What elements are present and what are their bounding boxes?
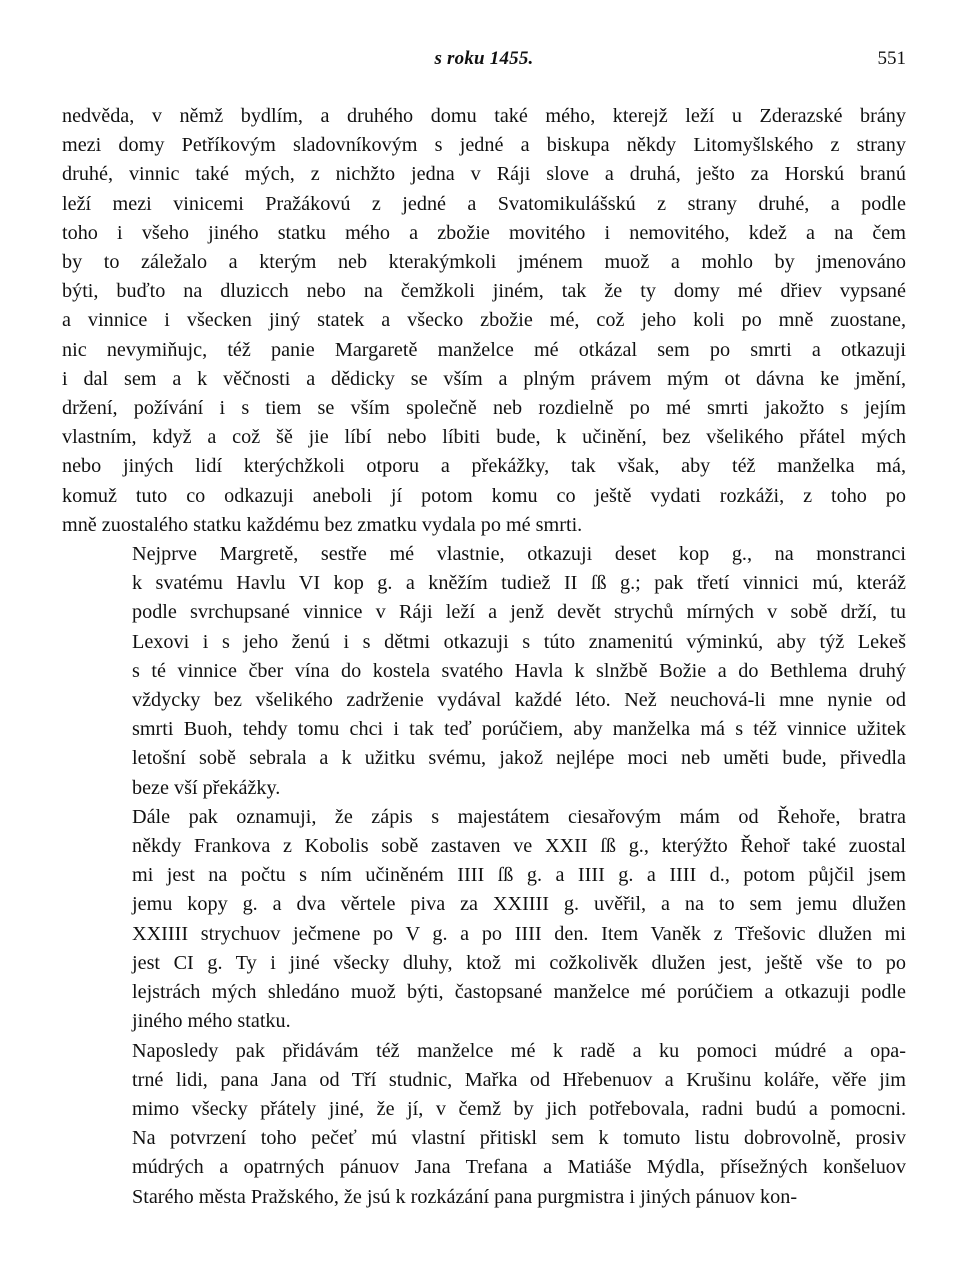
text-line: leží mezi vinicemi Pražákovú z jedné a Svatomikulášskú z strany druhé, a podle bbox=[62, 192, 906, 215]
text-line: nedvěda, v němž bydlím, a druhého domu také mého, kterejž leží u Zderazské brány bbox=[62, 105, 906, 127]
paragraph bbox=[62, 102, 906, 540]
text-line: býti, buďto na dluzicch nebo na čemžkoli jiném, tak že ty domy mé dřiev vypsané bbox=[62, 280, 906, 303]
text-line: lejstrách mých shledáno muož býti, častopsané manželce mé porúčiem a otkazuji podle bbox=[132, 981, 906, 1004]
text-line: beze vší překážky. bbox=[132, 776, 281, 799]
text-line: někdy Frankova z Kobolis sobě zastaven ve XXII ſß g., kterýžto Řehoř také zuostal bbox=[132, 835, 906, 858]
text-line: i dal sem a k věčnosti a dědicky se vším a plným právem mým ot dávna ke jmění, bbox=[62, 367, 906, 390]
text-line: k svatému Havlu VI kop g. a kněžím tudiež II ſß g.; pak třetí vinnici mú, kteráž bbox=[132, 572, 906, 595]
text-line: nebo jiných lidí kterýchžkoli otporu a překážky, tak však, aby též manželka má, bbox=[62, 455, 906, 478]
text-line: jiného mého statku. bbox=[132, 1010, 291, 1033]
running-head: s roku 1455. bbox=[434, 48, 534, 69]
text-line: by to záležalo a kterým neb kterakýmkoli jménem muož a mohlo by jmenováno bbox=[62, 251, 906, 274]
text-line: mezi domy Petříkovým sladovníkovým s jedné a biskupa někdy Litomyšlského z strany bbox=[62, 134, 906, 157]
text-line: Nejprve Margretě, sestře mé vlastnie, otkazuji deset kop g., na monstranci bbox=[132, 543, 906, 566]
text-line: smrti Buoh, tehdy tomu chci i tak teď porúčiem, aby manželka má s též vinnice užitek bbox=[132, 718, 906, 741]
page-number: 551 bbox=[877, 48, 906, 69]
page-header bbox=[62, 46, 906, 86]
text-line: nic nevymiňujc, též panie Margaretě manželce mé otkázal sem po smrti a otkazuji bbox=[62, 338, 906, 361]
book-page bbox=[62, 46, 906, 1212]
paragraph bbox=[62, 803, 906, 1037]
paragraph bbox=[62, 1037, 906, 1212]
body-text bbox=[62, 102, 906, 1212]
text-line: jest CI g. Ty i jiné všecky dluhy, ktož mi cožkolivěk dlužen jest, ještě vše to po bbox=[132, 951, 906, 974]
text-line: Dále pak oznamuji, že zápis s majestátem ciesařovým mám od Řehoře, bratra bbox=[132, 805, 906, 828]
text-line: múdrých a opatrných pánuov Jana Trefana a Matiáše Mýdla, přísežných konšeluov bbox=[132, 1156, 906, 1179]
paragraph bbox=[62, 540, 906, 803]
text-line: Na potvrzení toho pečeť mú vlastní přitiskl sem k tomuto listu dobrovolně, prosiv bbox=[132, 1127, 906, 1150]
text-line: mimo všecky přátely jiné, že jí, v čemž by jich potřebovala, radni budú a pomocni. bbox=[132, 1097, 906, 1120]
text-line: podle svrchupsané vinnice v Ráji leží a jenž devět strychů mírných v sobě drží, tu bbox=[132, 601, 906, 624]
text-line: vždycky bez všelikého zadrženie vydával každé léto. Než neuchová-li mne nynie od bbox=[132, 689, 906, 712]
text-line: jemu kopy g. a dva věrtele piva za XXIIII g. uvěřil, a na to sem jemu dlužen bbox=[132, 893, 906, 916]
text-line: Lexovi i s jeho ženú i s dětmi otkazuji s túto znamenitú výminkú, aby týž Lekeš bbox=[132, 630, 906, 653]
text-line: letošní sobě sebrala a k užitku svému, jakož nejlépe moci neb uměti bude, přivedla bbox=[132, 747, 906, 770]
text-line: druhé, vinnic také mých, z nichžto jedna v Ráji slove a druhá, ještо za Horskú branú bbox=[62, 163, 906, 186]
text-line: toho i všeho jiného statku mého a zbožie movitého i nemovitého, kdež a na čem bbox=[62, 221, 906, 244]
text-line: mi jest na počtu s ním učiněném IIII ſß g. a IIII g. a IIII d., potom půjčil jsem bbox=[132, 864, 906, 887]
text-line: komuž tuto co odkazuji aneboli jí potom komu co ještě vydati rozkáži, z toho po bbox=[62, 484, 906, 507]
text-line: mně zuostalého statku každému bez zmatku vydala po mé smrti. bbox=[62, 513, 583, 536]
text-line: a vinnice i všecken jiný statek a všecko zbožie mé, což jeho koli po mně zuostane, bbox=[62, 309, 906, 332]
text-line: s té vinnice čber vína do kostela svatého Havla k slnžbě Božie a do Bethlema druhý bbox=[132, 659, 906, 682]
text-line: trné lidi, pana Jana od Tří studnic, Mařka od Hřebenuov a Krušinu koláře, věře jim bbox=[132, 1068, 906, 1091]
text-line: držení, požívání i s tiem se vším společně neb rozdielně po mé smrti jakožto s jejím bbox=[62, 397, 906, 420]
text-line: vlastním, když a což šě jie líbí nebo líbiti bude, k učinění, bez všelikého přátel mých bbox=[62, 426, 906, 449]
text-line: Naposledy pak přidávám též manželce mé k radě a ku pomoci múdré a opa- bbox=[132, 1039, 906, 1062]
text-line: Starého města Pražského, že jsú k rozkázání pana purgmistra i jiných pánuov kon- bbox=[132, 1185, 798, 1208]
text-line: XXIIII strychuov ječmene po V g. a po IIII den. Item Vaněk z Třešovic dlužen mi bbox=[132, 922, 906, 945]
